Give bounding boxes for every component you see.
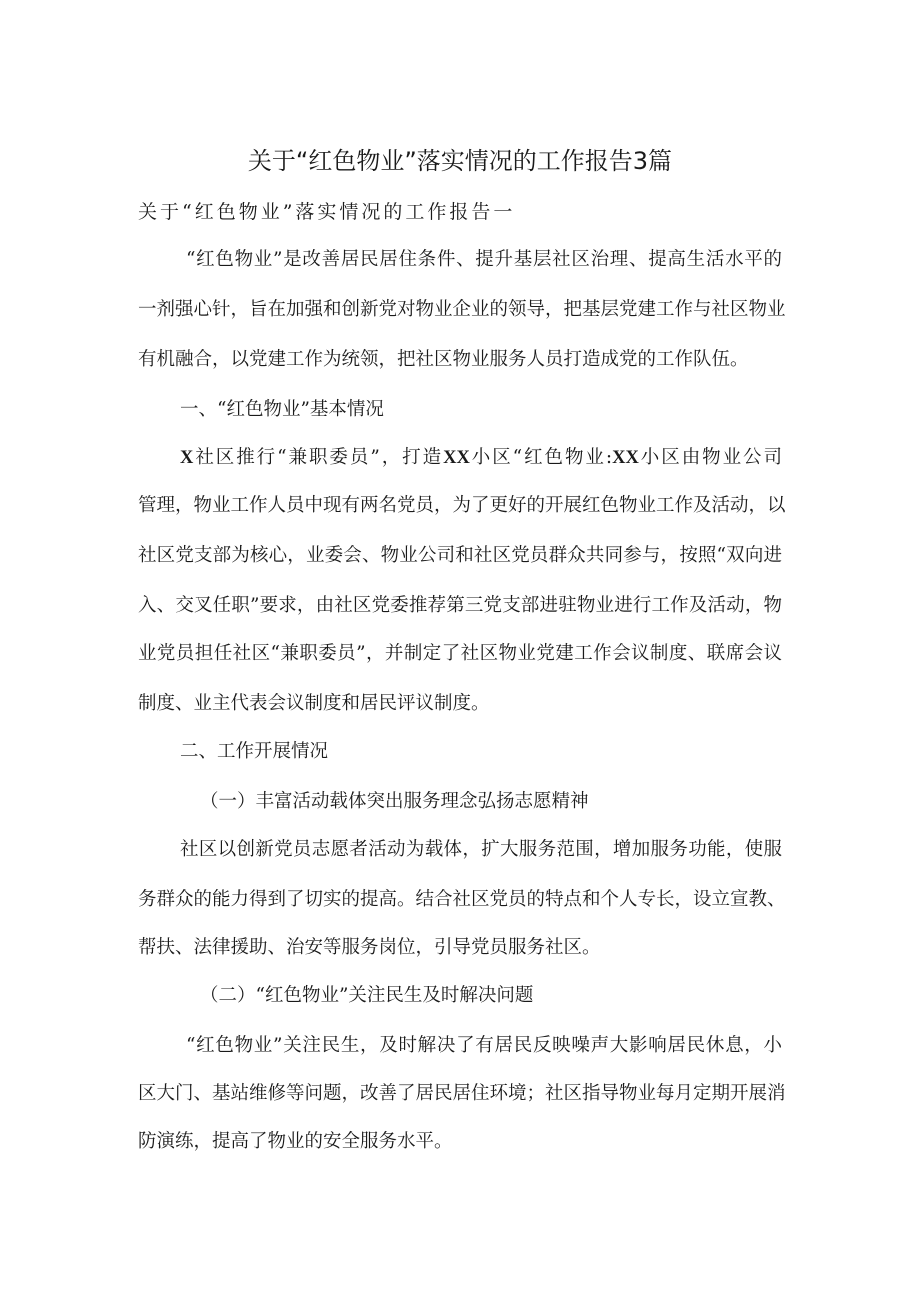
section-1-xx-b: XX xyxy=(612,448,639,468)
subsection-1-heading: （一）丰富活动载体突出服务理念弘扬志愿精神 xyxy=(200,791,589,812)
section-1-text-a: 社区推行“兼职委员”，打造 xyxy=(193,447,444,468)
report-subtitle: 关于“红色物业”落实情况的工作报告一 xyxy=(138,201,516,223)
document-title: 关于“红色物业”落实情况的工作报告3篇 xyxy=(247,147,673,175)
section-1-line-3: 社区党支部为核心，业委会、物业公司和社区党员群众共同参与，按照“双向进 xyxy=(138,545,782,566)
section-1-line-2: 管理，物业工作人员中现有两名党员，为了更好的开展红色物业工作及活动，以 xyxy=(138,495,786,516)
subsection-2-line-2: 区大门、基站维修等问题，改善了居民居住环境；社区指导物业每月定期开展消 xyxy=(138,1083,786,1104)
intro-line-1: “红色物业”是改善居民居住条件、提升基层社区治理、提高生活水平的 xyxy=(186,249,782,270)
section-1-line-5: 业党员担任社区“兼职委员”，并制定了社区物业党建工作会议制度、联席会议 xyxy=(138,643,782,664)
intro-line-3: 有机融合，以党建工作为统领，把社区物业服务人员打造成党的工作队伍。 xyxy=(138,349,749,370)
subsection-1-line-3: 帮扶、法律援助、治安等服务岗位，引导党员服务社区。 xyxy=(138,937,601,958)
subsection-2-line-1: “红色物业”关注民生，及时解决了有居民反映噪声大影响居民休息，小 xyxy=(186,1035,782,1056)
section-1-text-b: 小区“红色物业: xyxy=(469,447,613,468)
intro-line-2: 一剂强心针，旨在加强和创新党对物业企业的领导，把基层党建工作与社区物业 xyxy=(138,299,786,320)
section-2-heading: 二、工作开展情况 xyxy=(180,741,329,762)
subsection-1-line-1: 社区以创新党员志愿者活动为载体，扩大服务范围，增加服务功能，使服 xyxy=(180,839,782,860)
section-1-heading: 一、“红色物业”基本情况 xyxy=(180,399,384,420)
section-1-line-1 xyxy=(180,444,782,472)
subsection-1-line-2: 务群众的能力得到了切实的提高。结合社区党员的特点和个人专长，设立宣教、 xyxy=(138,889,786,910)
subsection-2-line-3: 防演练，提高了物业的安全服务水平。 xyxy=(138,1131,453,1152)
section-1-line-4: 入、交叉任职”要求，由社区党委推荐第三党支部进驻物业进行工作及活动，物 xyxy=(138,595,782,616)
subsection-2-heading: （二）“红色物业”关注民生及时解决问题 xyxy=(200,985,534,1006)
section-1-text-c: 小区由物业公司 xyxy=(638,447,782,468)
section-1-xx-a: XX xyxy=(443,448,470,468)
section-1-x: X xyxy=(180,448,194,468)
section-1-line-6: 制度、业主代表会议制度和居民评议制度。 xyxy=(138,693,490,714)
